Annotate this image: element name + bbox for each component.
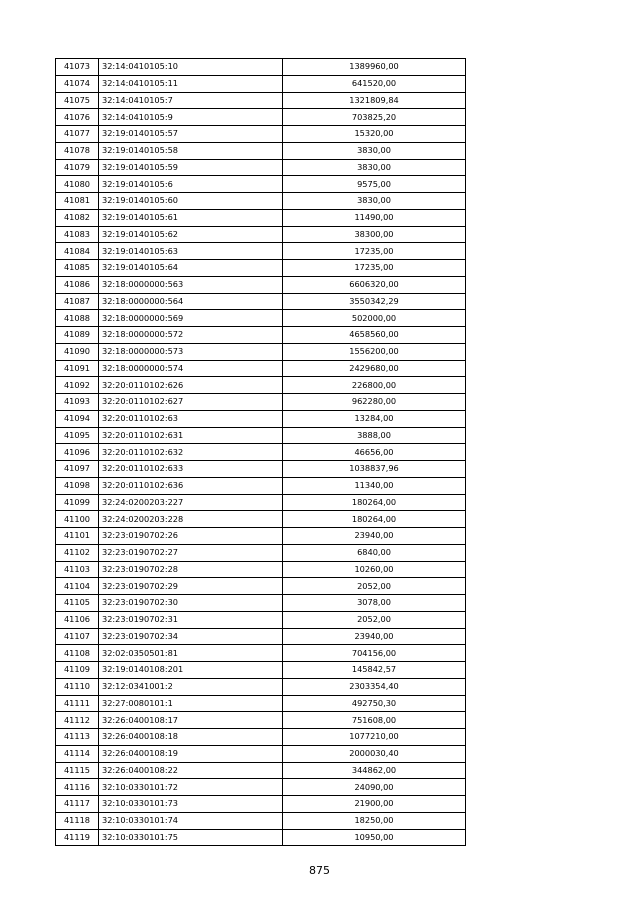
cadastral-value-cell: 641520,00 [283,75,466,92]
cadastral-number-cell: 32:19:0140105:58 [99,142,283,159]
cadastral-number-cell: 32:18:0000000:574 [99,360,283,377]
table-row [56,611,466,628]
row-number-cell: 41109 [56,662,99,679]
row-number-cell: 41092 [56,377,99,394]
cadastral-value-cell: 180264,00 [283,494,466,511]
cadastral-value-cell: 226800,00 [283,377,466,394]
table-row [56,762,466,779]
cadastral-number-cell: 32:20:0110102:631 [99,427,283,444]
cadastral-number-cell: 32:10:0330101:72 [99,779,283,796]
table-row [56,59,466,76]
table-row [56,410,466,427]
row-number-cell: 41101 [56,528,99,545]
row-number-cell: 41081 [56,193,99,210]
cadastral-number-cell: 32:24:0200203:227 [99,494,283,511]
table-row [56,829,466,846]
cadastral-value-cell: 3830,00 [283,159,466,176]
cadastral-value-cell: 751608,00 [283,712,466,729]
cadastral-number-cell: 32:14:0410105:9 [99,109,283,126]
row-number-cell: 41073 [56,59,99,76]
cadastral-number-cell: 32:02:0350501:81 [99,645,283,662]
cadastral-value-cell: 13284,00 [283,410,466,427]
table-row [56,276,466,293]
row-number-cell: 41099 [56,494,99,511]
row-number-cell: 41103 [56,561,99,578]
cadastral-value-cell: 24090,00 [283,779,466,796]
cadastral-number-cell: 32:26:0400108:22 [99,762,283,779]
cadastral-value-cell: 38300,00 [283,226,466,243]
cadastral-value-cell: 704156,00 [283,645,466,662]
table-row [56,394,466,411]
row-number-cell: 41077 [56,126,99,143]
table-row [56,427,466,444]
row-number-cell: 41102 [56,544,99,561]
row-number-cell: 41080 [56,176,99,193]
table-row [56,209,466,226]
row-number-cell: 41098 [56,477,99,494]
cadastral-number-cell: 32:19:0140105:63 [99,243,283,260]
cadastral-number-cell: 32:24:0200203:228 [99,511,283,528]
table-row [56,377,466,394]
table-row [56,360,466,377]
table-row [56,126,466,143]
table-row [56,729,466,746]
table-row [56,477,466,494]
cadastral-value-cell: 23940,00 [283,628,466,645]
cadastral-value-cell: 344862,00 [283,762,466,779]
cadastral-number-cell: 32:19:0140105:64 [99,260,283,277]
cadastral-value-cell: 46656,00 [283,444,466,461]
cadastral-number-cell: 32:19:0140105:60 [99,193,283,210]
row-number-cell: 41104 [56,578,99,595]
cadastral-number-cell: 32:14:0410105:11 [99,75,283,92]
row-number-cell: 41075 [56,92,99,109]
table-row [56,712,466,729]
row-number-cell: 41084 [56,243,99,260]
table-row [56,578,466,595]
cadastral-value-cell: 17235,00 [283,243,466,260]
table-row [56,812,466,829]
cadastral-value-cell: 1321809,84 [283,92,466,109]
cadastral-value-cell: 18250,00 [283,812,466,829]
cadastral-value-cell: 11340,00 [283,477,466,494]
row-number-cell: 41090 [56,343,99,360]
cadastral-value-cell: 502000,00 [283,310,466,327]
cadastral-number-cell: 32:10:0330101:75 [99,829,283,846]
cadastral-value-cell: 3830,00 [283,193,466,210]
row-number-cell: 41091 [56,360,99,377]
row-number-cell: 41100 [56,511,99,528]
table-row [56,176,466,193]
cadastral-number-cell: 32:18:0000000:563 [99,276,283,293]
cadastral-value-cell: 9575,00 [283,176,466,193]
table-row [56,327,466,344]
row-number-cell: 41113 [56,729,99,746]
row-number-cell: 41074 [56,75,99,92]
cadastral-number-cell: 32:10:0330101:73 [99,796,283,813]
table-row [56,142,466,159]
cadastral-number-cell: 32:14:0410105:10 [99,59,283,76]
table-row [56,310,466,327]
cadastral-value-cell: 180264,00 [283,511,466,528]
cadastral-value-cell: 17235,00 [283,260,466,277]
table-row [56,92,466,109]
cadastral-value-cell: 2052,00 [283,611,466,628]
row-number-cell: 41106 [56,611,99,628]
row-number-cell: 41087 [56,293,99,310]
row-number-cell: 41086 [56,276,99,293]
cadastral-number-cell: 32:20:0110102:63 [99,410,283,427]
cadastral-value-table [55,58,466,846]
cadastral-number-cell: 32:23:0190702:27 [99,544,283,561]
cadastral-value-cell: 23940,00 [283,528,466,545]
row-number-cell: 41095 [56,427,99,444]
table-row [56,745,466,762]
table-row [56,645,466,662]
row-number-cell: 41117 [56,796,99,813]
row-number-cell: 41119 [56,829,99,846]
row-number-cell: 41110 [56,678,99,695]
table-row [56,695,466,712]
cadastral-number-cell: 32:23:0190702:26 [99,528,283,545]
cadastral-number-cell: 32:12:0341001:2 [99,678,283,695]
cadastral-value-cell: 11490,00 [283,209,466,226]
cadastral-number-cell: 32:23:0190702:34 [99,628,283,645]
cadastral-number-cell: 32:23:0190702:29 [99,578,283,595]
row-number-cell: 41097 [56,461,99,478]
cadastral-value-cell: 2052,00 [283,578,466,595]
cadastral-number-cell: 32:26:0400108:19 [99,745,283,762]
cadastral-number-cell: 32:18:0000000:572 [99,327,283,344]
table-row [56,260,466,277]
row-number-cell: 41096 [56,444,99,461]
cadastral-value-cell: 2000030,40 [283,745,466,762]
cadastral-number-cell: 32:20:0110102:636 [99,477,283,494]
table-row [56,528,466,545]
row-number-cell: 41112 [56,712,99,729]
row-number-cell: 41114 [56,745,99,762]
row-number-cell: 41094 [56,410,99,427]
table-row [56,243,466,260]
row-number-cell: 41093 [56,394,99,411]
cadastral-value-cell: 703825,20 [283,109,466,126]
cadastral-number-cell: 32:23:0190702:28 [99,561,283,578]
table-row [56,779,466,796]
cadastral-number-cell: 32:20:0110102:627 [99,394,283,411]
cadastral-value-cell: 1389960,00 [283,59,466,76]
table-row [56,595,466,612]
row-number-cell: 41088 [56,310,99,327]
cadastral-number-cell: 32:19:0140108:201 [99,662,283,679]
table-row [56,662,466,679]
cadastral-number-cell: 32:10:0330101:74 [99,812,283,829]
table-row [56,678,466,695]
cadastral-value-cell: 962280,00 [283,394,466,411]
table-row [56,444,466,461]
table-row [56,796,466,813]
cadastral-number-cell: 32:18:0000000:564 [99,293,283,310]
table-row [56,461,466,478]
table-row [56,561,466,578]
row-number-cell: 41105 [56,595,99,612]
row-number-cell: 41078 [56,142,99,159]
row-number-cell: 41076 [56,109,99,126]
cadastral-number-cell: 32:19:0140105:62 [99,226,283,243]
cadastral-number-cell: 32:19:0140105:57 [99,126,283,143]
cadastral-value-cell: 2303354,40 [283,678,466,695]
table-row [56,226,466,243]
table-row [56,343,466,360]
cadastral-value-cell: 2429680,00 [283,360,466,377]
cadastral-number-cell: 32:27:0080101:1 [99,695,283,712]
table-row [56,159,466,176]
cadastral-value-cell: 21900,00 [283,796,466,813]
cadastral-value-cell: 1077210,00 [283,729,466,746]
cadastral-number-cell: 32:19:0140105:61 [99,209,283,226]
cadastral-value-cell: 6840,00 [283,544,466,561]
row-number-cell: 41089 [56,327,99,344]
cadastral-number-cell: 32:20:0110102:633 [99,461,283,478]
cadastral-value-cell: 6606320,00 [283,276,466,293]
cadastral-number-cell: 32:19:0140105:6 [99,176,283,193]
table-row [56,628,466,645]
row-number-cell: 41118 [56,812,99,829]
cadastral-value-cell: 4658560,00 [283,327,466,344]
row-number-cell: 41115 [56,762,99,779]
cadastral-number-cell: 32:19:0140105:59 [99,159,283,176]
cadastral-number-cell: 32:20:0110102:626 [99,377,283,394]
cadastral-number-cell: 32:20:0110102:632 [99,444,283,461]
table-row [56,193,466,210]
row-number-cell: 41079 [56,159,99,176]
cadastral-number-cell: 32:26:0400108:18 [99,729,283,746]
cadastral-number-cell: 32:18:0000000:573 [99,343,283,360]
row-number-cell: 41116 [56,779,99,796]
cadastral-value-cell: 1038837,96 [283,461,466,478]
cadastral-value-cell: 145842,57 [283,662,466,679]
table-row [56,511,466,528]
table-body [56,59,466,846]
cadastral-value-cell: 10260,00 [283,561,466,578]
cadastral-number-cell: 32:26:0400108:17 [99,712,283,729]
table-row [56,494,466,511]
table-row [56,293,466,310]
table-row [56,544,466,561]
row-number-cell: 41108 [56,645,99,662]
row-number-cell: 41111 [56,695,99,712]
cadastral-value-cell: 3078,00 [283,595,466,612]
table-row [56,109,466,126]
row-number-cell: 41107 [56,628,99,645]
table-row [56,75,466,92]
row-number-cell: 41082 [56,209,99,226]
cadastral-value-cell: 3550342,29 [283,293,466,310]
page-number: 875 [309,864,330,877]
row-number-cell: 41085 [56,260,99,277]
cadastral-value-cell: 492750,30 [283,695,466,712]
cadastral-value-cell: 10950,00 [283,829,466,846]
cadastral-value-cell: 3830,00 [283,142,466,159]
cadastral-number-cell: 32:23:0190702:30 [99,595,283,612]
cadastral-value-cell: 15320,00 [283,126,466,143]
cadastral-value-cell: 1556200,00 [283,343,466,360]
row-number-cell: 41083 [56,226,99,243]
cadastral-number-cell: 32:23:0190702:31 [99,611,283,628]
cadastral-value-cell: 3888,00 [283,427,466,444]
cadastral-number-cell: 32:18:0000000:569 [99,310,283,327]
cadastral-number-cell: 32:14:0410105:7 [99,92,283,109]
